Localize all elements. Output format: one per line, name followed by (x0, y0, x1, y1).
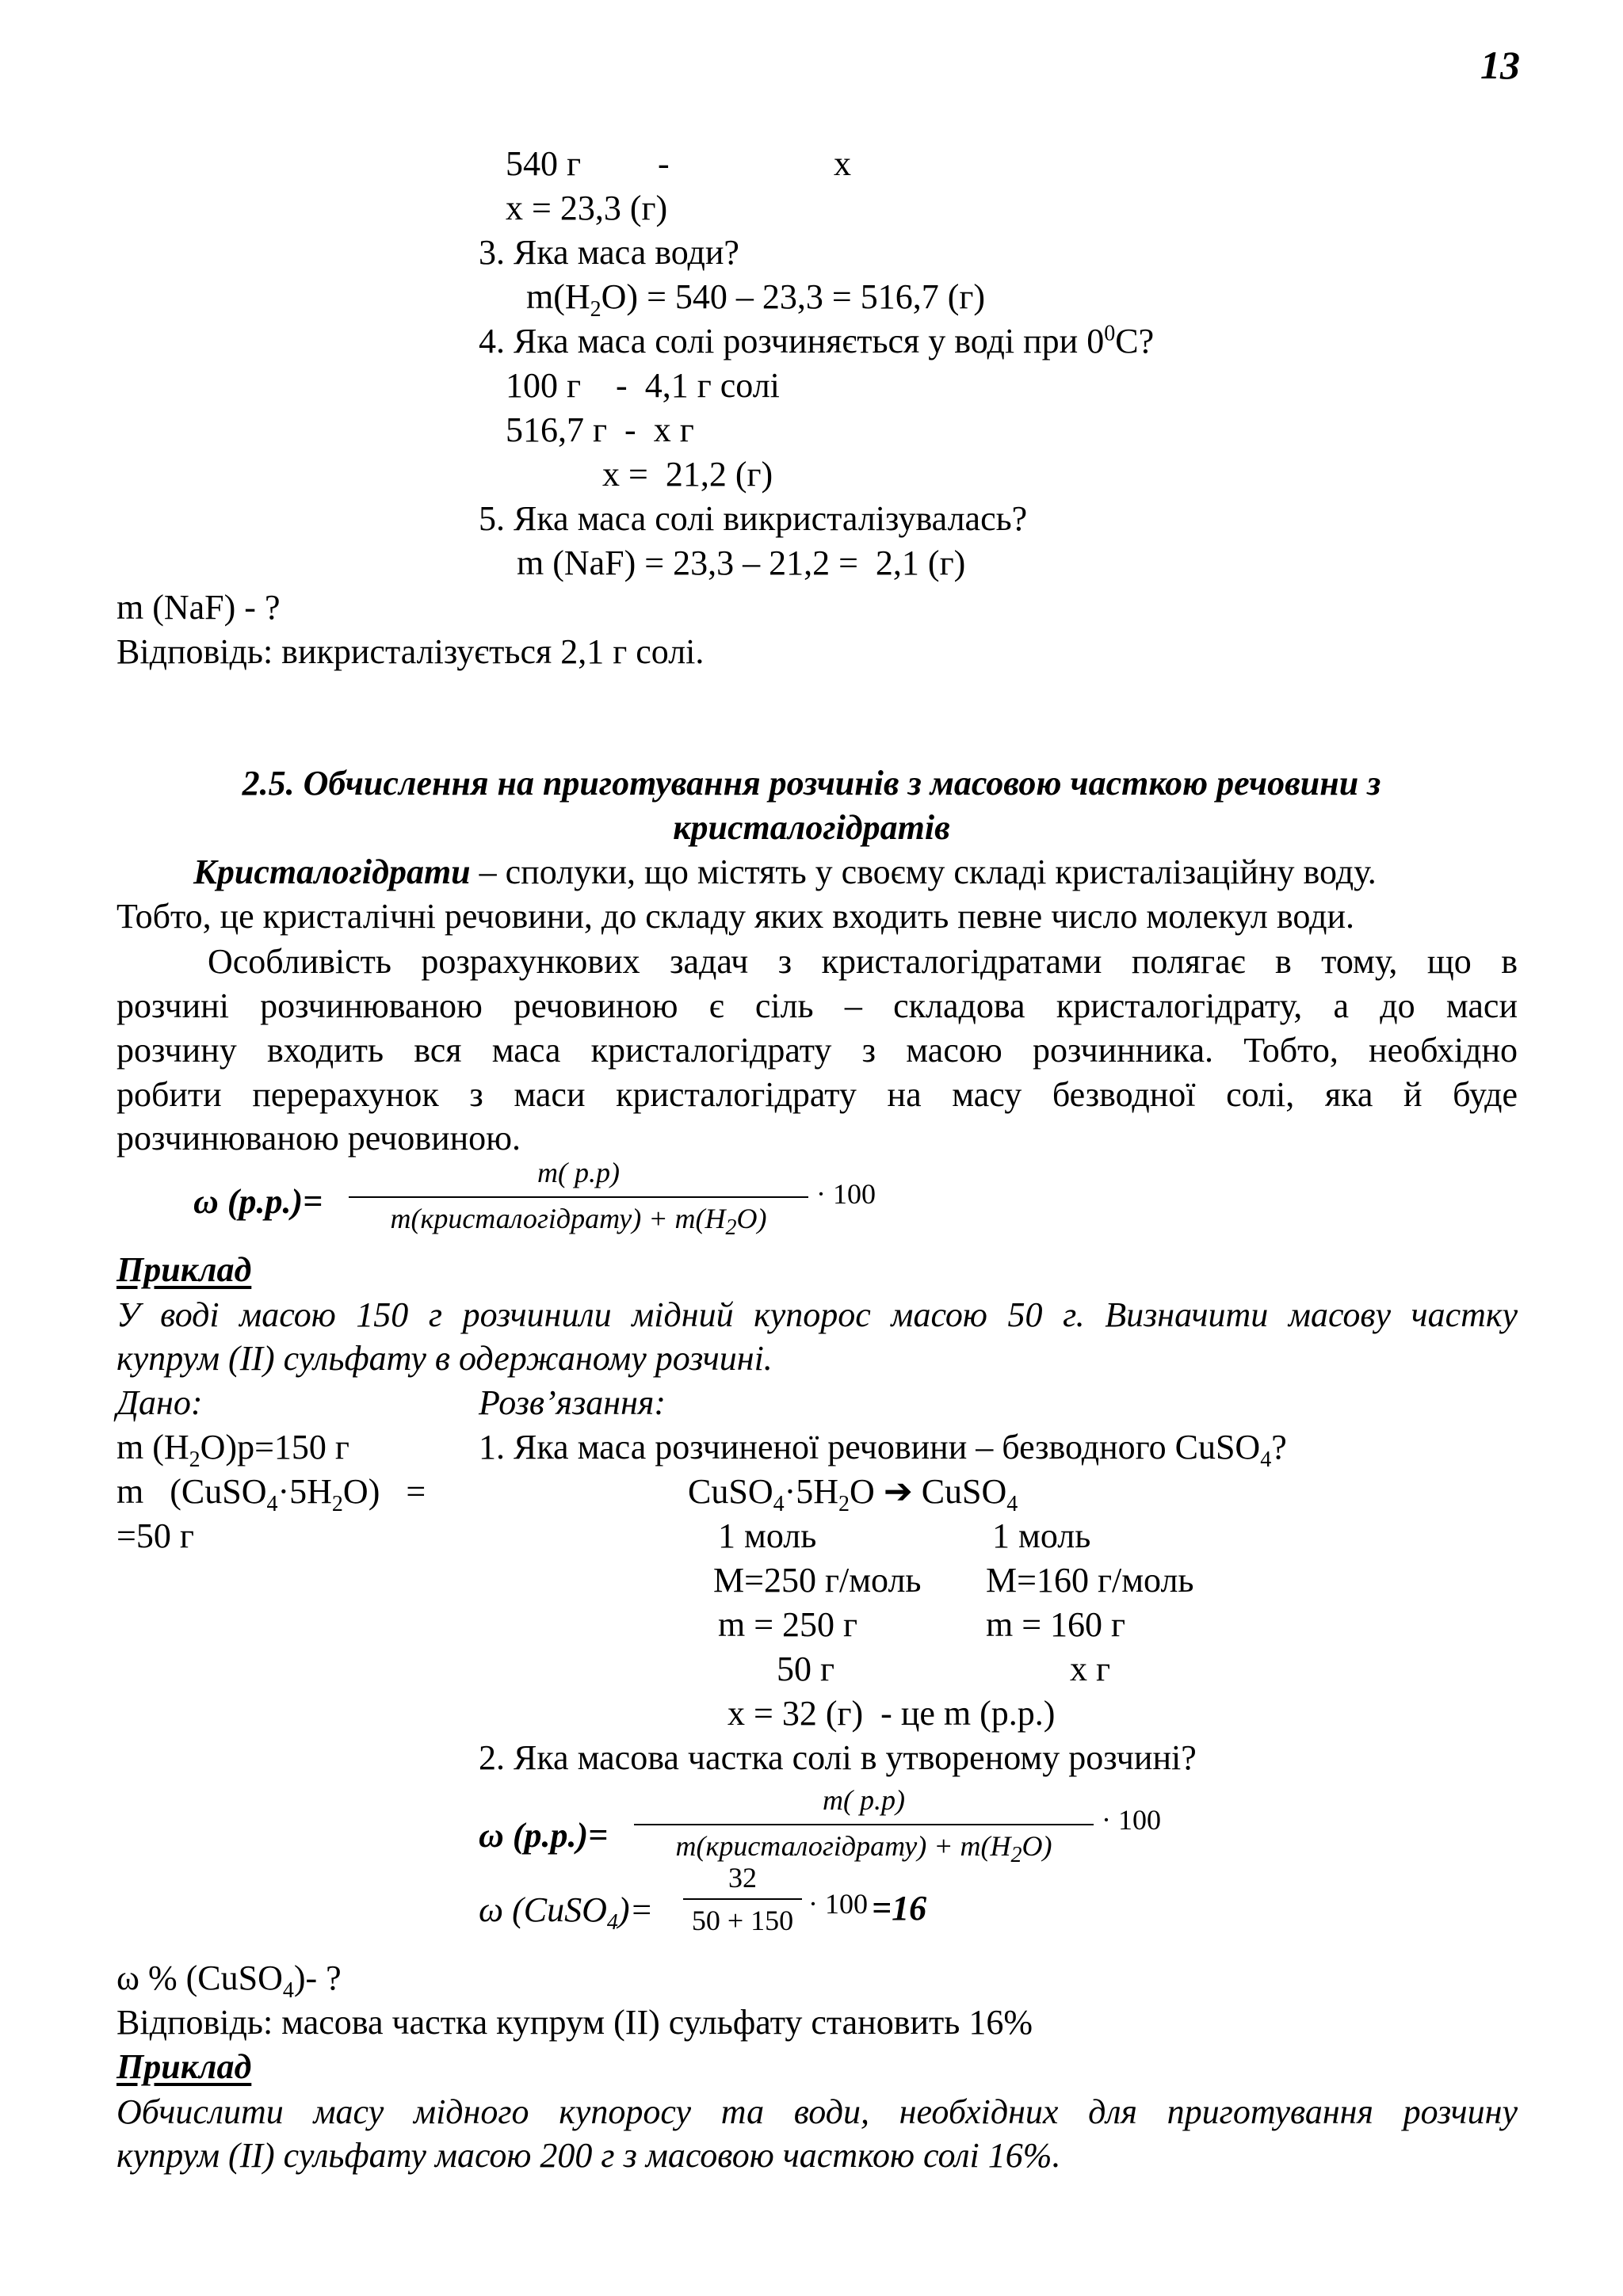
arrow-right-icon: ➔ (883, 1472, 913, 1511)
example-2-text-line-1: Обчислити масу мідного купоросу та води, необхідних для приготування розчину (116, 2092, 1518, 2131)
given-crystallohydrate: m $(CuSO_4\cdot 5H_2O)$ = (116, 1472, 426, 1516)
formula-3-numerator: 32 (728, 1862, 757, 1894)
result-line: x = 23,3 (г) (506, 189, 668, 227)
question-5: 5. Яка маса солі викристалізувалась? (479, 499, 1028, 538)
paragraph-line-5: розчинюваною речовиною. (116, 1119, 521, 1158)
proportion-row-2: 516,7 г - x г (506, 410, 694, 449)
fraction-bar (349, 1196, 808, 1198)
section-title-line-2: кристалогідратів (673, 808, 950, 847)
formula-3-denominator: 50 + 150 (691, 1905, 794, 1936)
example-1-text-line-1: У воді масою 150 г розчинили мідний купорос масою 50 г. Визначити масову частку (116, 1295, 1518, 1334)
paragraph-line-1: Особливість розрахункових задач з кристалогідратами полягає в тому, що в (208, 942, 1518, 981)
x-result: x = 32 (г) - це m (р.р.) (727, 1694, 1056, 1733)
example-2-text-line-2: купрум (ІІ) сульфату масою 200 г з масовою часткою солі 16%. (116, 2136, 1061, 2175)
mol-right: 1 моль (992, 1516, 1091, 1555)
formula-2-multiplier: · 100 (1102, 1804, 1161, 1836)
solution-label: Розв’язання: (479, 1383, 666, 1422)
mol-left: 1 моль (718, 1516, 817, 1555)
given-water: m $(H_2O)р=150$ г (116, 1428, 349, 1472)
water-mass-line: $m(H_2O) = 540 - 23,3 = 516,7$ (г) (526, 277, 986, 322)
formula-multiplier: · 100 (816, 1178, 876, 1210)
formula-2-denominator: m(кристалогідрату) + $m(H_2O)$ (675, 1830, 1052, 1868)
section-title-line-1: 2.5. Обчислення на приготування розчинів з масовою часткою речовини з (242, 764, 1381, 803)
molar-mass-right: M=160 г/моль (986, 1561, 1194, 1600)
mass-right: m = 160 г (986, 1605, 1126, 1644)
example-1-heading: Приклад (116, 1250, 252, 1289)
unknown-right: x г (1070, 1650, 1111, 1688)
mass-left: m = 250 г (718, 1605, 858, 1644)
given-mass: =50 г (116, 1516, 194, 1555)
example-1-text-line-2: купрум (ІІ) сульфату в одержаному розчині. (116, 1339, 773, 1378)
term-crystallohydrates: Кристалогідрати (193, 852, 471, 891)
formula-3-result: =16 (872, 1889, 927, 1928)
page-number: 13 (1480, 43, 1520, 87)
step-2: 2. Яка масова частка солі в утвореному розчині? (479, 1738, 1197, 1777)
find-naf: m (NaF) - ? (116, 588, 281, 627)
formula-2-numerator: m( p.p) (823, 1784, 905, 1816)
formula-3-multiplier: · 100 (808, 1888, 868, 1920)
definition-line-1: Кристалогідрати – сполуки, що містять у своєму складі кристалізаційну воду. (193, 852, 1377, 891)
question-3: 3. Яка маса води? (479, 233, 739, 272)
fraction-3-bar (683, 1898, 802, 1900)
proportion-row-1: 100 г - 4,1 г солі (506, 366, 780, 405)
proportion-left: 540 г (506, 144, 582, 183)
paragraph-line-3: розчину входить вся маса кристалогідрату з масою розчинника. Тобто, необхідно (116, 1031, 1518, 1070)
definition-line-2: Тобто, це кристалічні речовини, до складу яких входить певне число молекул води. (116, 897, 1355, 936)
answer-1: Відповідь: викристалізується 2,1 г солі. (116, 632, 705, 671)
formula-2-label: ω (р.р.)= (479, 1816, 609, 1855)
formula-3-label: ω (CuSO$_4$)= (479, 1890, 654, 1935)
answer-2: Відповідь: масова частка купрум (ІІ) сульфату становить 16% (116, 2003, 1033, 2042)
molar-mass-left: M=250 г/моль (713, 1561, 922, 1600)
find-cuso4: ω % (CuSO$_4$)- ? (116, 1958, 342, 2003)
naf-result-line: m (NaF) = 23,3 – 21,2 = 2,1 (г) (517, 543, 966, 582)
reaction-equation: $CuSO_4\cdot 5H_2O$ ➔ CuSO$_4$ (688, 1472, 1018, 1516)
formula-denominator: m(кристалогідрату) + $m(H_2O)$ (390, 1203, 767, 1241)
proportion-result: x = 21,2 (г) (602, 455, 773, 494)
proportion-dash: - (658, 144, 670, 183)
fraction-2-bar (634, 1824, 1094, 1825)
given-label: Дано: (116, 1383, 203, 1422)
proportion-x: x (834, 144, 851, 183)
formula-numerator: m( p.p) (537, 1157, 620, 1188)
paragraph-line-2: розчині розчинюваною речовиною є сіль – складова кристалогідрату, а до маси (116, 986, 1518, 1025)
step-1: 1. Яка маса розчиненої речовини – безводного CuSO$_4$? (479, 1428, 1287, 1472)
example-2-heading: Приклад (116, 2047, 252, 2086)
paragraph-line-4: робити перерахунок з маси кристалогідрату на масу безводної солі, яка й буде (116, 1075, 1518, 1114)
question-4: 4. Яка маса солі розчиняється у воді при $0^0С$? (479, 321, 1155, 360)
given-left: 50 г (777, 1650, 835, 1688)
formula-label: ω (р.р.)= (193, 1182, 323, 1221)
